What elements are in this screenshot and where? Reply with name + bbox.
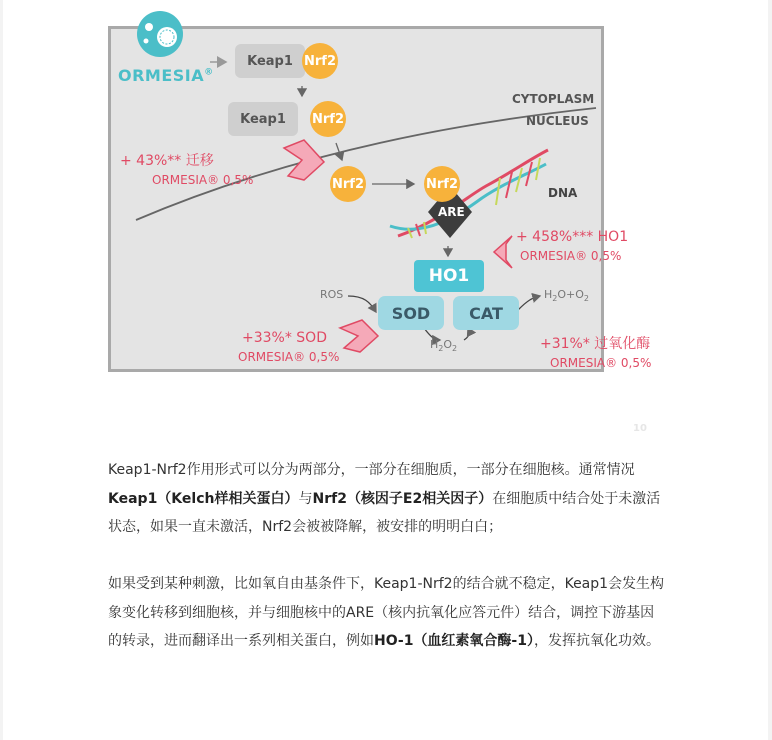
bold-term: Nrf2（核因子E2相关因子） xyxy=(312,490,493,507)
nrf2-circle: Nrf2 xyxy=(302,43,338,79)
bold-term: HO-1（血红素氧合酶-1） xyxy=(374,633,534,649)
dna-helix-icon xyxy=(390,150,548,238)
migration-annotation: + 43%** 迁移 xyxy=(120,153,214,169)
cat-box: CAT xyxy=(453,296,519,330)
ros-label: ROS xyxy=(320,288,344,301)
are-label: ARE xyxy=(438,205,465,219)
ho1-box: HO1 xyxy=(414,260,484,292)
chevron-pointer-icon xyxy=(494,236,512,268)
paragraph-text: Keap1-Nrf2作用形式可以分为两部分，一部分在细胞质，一部分在细胞核。通常情况 xyxy=(108,462,635,478)
sod-box: SOD xyxy=(378,296,444,330)
sod-source: ORMESIA® 0,5% xyxy=(238,350,340,364)
keap1-box: Keap1 xyxy=(235,44,305,78)
image-watermark: 10 xyxy=(633,423,647,434)
paragraph-text: 在细胞质中结合处于未激活状态，如果一直未激活，Nrf2会被被降解，被安排的明明白白； xyxy=(108,490,661,535)
cat-source: ORMESIA® 0,5% xyxy=(550,356,652,370)
paragraph-2 xyxy=(108,570,668,656)
dna-label: DNA xyxy=(548,186,578,200)
cat-annotation: +31%* 过氧化酶 xyxy=(540,336,651,352)
nrf2-circle: Nrf2 xyxy=(424,166,460,202)
nucleus-label: NUCLEUS xyxy=(526,114,589,128)
ormesia-logo-icon xyxy=(137,11,183,57)
right-edge-strip xyxy=(768,0,772,740)
nrf2-circle: Nrf2 xyxy=(330,166,366,202)
products-arrow xyxy=(518,296,540,310)
paragraph-text: ，发挥抗氧化功效。 xyxy=(533,633,660,649)
keap1-box: Keap1 xyxy=(228,102,298,136)
paragraph-text: 与 xyxy=(298,490,313,507)
migration-source: ORMESIA® 0,5% xyxy=(152,173,254,187)
ho1-source: ORMESIA® 0,5% xyxy=(520,249,622,263)
nrf2-pathway-figure xyxy=(108,0,668,380)
chevron-pointer-icon xyxy=(284,140,324,180)
ho1-annotation: + 458%*** HO1 xyxy=(516,229,629,245)
ros-arrow xyxy=(348,296,376,312)
left-edge-strip xyxy=(0,0,3,740)
products-label: $H_2O+O_2$ xyxy=(544,288,590,304)
cytoplasm-label: CYTOPLASM xyxy=(512,92,595,106)
chevron-pointer-icon xyxy=(340,320,378,352)
nrf2-circle: Nrf2 xyxy=(310,101,346,137)
bold-term: Keap1（Kelch样相关蛋白） xyxy=(108,490,299,507)
sod-annotation: +33%* SOD xyxy=(242,330,327,346)
h2o2-label: $H_2O_2$ xyxy=(430,338,458,354)
paragraph-text: 如果受到某种刺激，比如氧自由基条件下，Keap1-Nrf2的结合就不稳定，Keap1会发生构象变化转移到细胞核，并与细胞核中的ARE（核内抗氧化应答元件）结合，调控下游基因的转录，进而翻译出一系列相关蛋白，例如 xyxy=(108,576,665,649)
brand-name: ORMESIA® xyxy=(118,66,214,85)
paragraph-1 xyxy=(108,456,668,542)
article-body xyxy=(108,456,668,656)
